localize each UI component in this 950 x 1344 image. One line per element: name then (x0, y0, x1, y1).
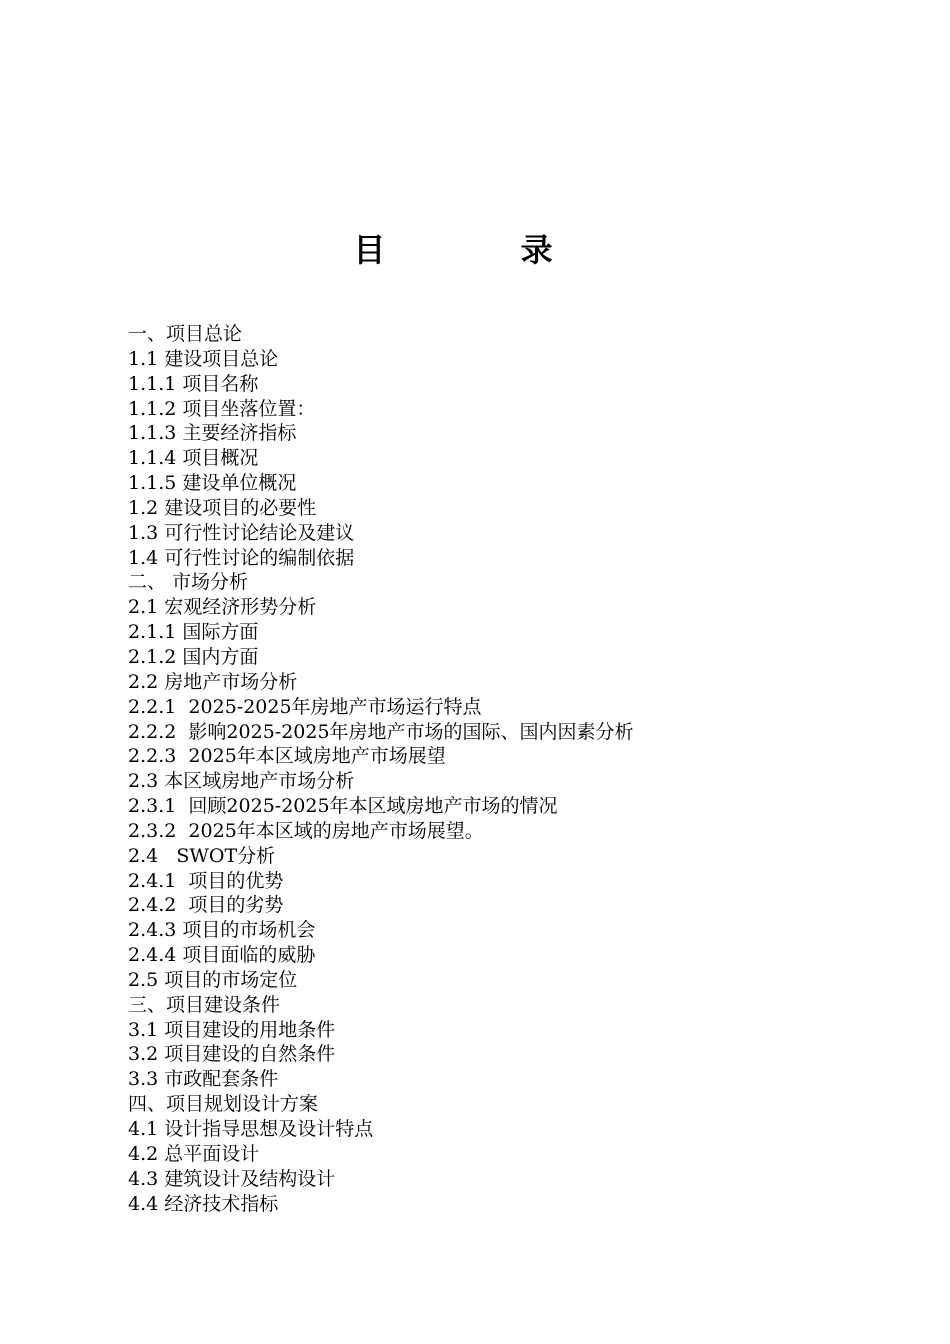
toc-item: 2.2.2 影响2025-2025年房地产市场的国际、国内因素分析 (128, 720, 634, 743)
toc-item: 2.4.1 项目的优势 (128, 869, 284, 892)
toc-item: 2.5 项目的市场定位 (128, 968, 298, 991)
toc-item: 2.2.3 2025年本区域房地产市场展望 (128, 745, 446, 768)
toc-item: 2.4.4 项目面临的威胁 (128, 944, 316, 967)
toc-item: 2.1 宏观经济形势分析 (128, 596, 317, 619)
toc-item: 1.4 可行性讨论的编制依据 (128, 546, 355, 569)
toc-item: 2.3 本区域房地产市场分析 (128, 770, 355, 793)
toc-item: 二、 市场分析 (128, 571, 249, 594)
toc-item: 4.2 总平面设计 (128, 1142, 260, 1165)
toc-item: 2.2.1 2025-2025年房地产市场运行特点 (128, 695, 482, 718)
toc-item: 1.1.1 项目名称 (128, 372, 259, 395)
toc-title: 目 录 (353, 231, 615, 269)
toc-item: 1.1.3 主要经济指标 (128, 422, 297, 445)
toc-item: 3.2 项目建设的自然条件 (128, 1043, 336, 1066)
toc-item: 2.1.2 国内方面 (128, 645, 259, 668)
toc-item: 2.4.3 项目的市场机会 (128, 919, 316, 942)
toc-list (128, 322, 908, 1216)
toc-item: 2.4.2 项目的劣势 (128, 894, 284, 917)
toc-item: 1.3 可行性讨论结论及建议 (128, 521, 355, 544)
toc-item: 2.3.1 回顾2025-2025年本区域房地产市场的情况 (128, 795, 558, 818)
toc-item: 4.1 设计指导思想及设计特点 (128, 1118, 374, 1140)
toc-item: 1.1.4 项目概况 (128, 447, 259, 470)
toc-item: 三、项目建设条件 (128, 993, 281, 1016)
toc-item: 4.3 建筑设计及结构设计 (128, 1167, 336, 1190)
toc-item: 2.2 房地产市场分析 (128, 670, 298, 693)
toc-item: 1.1 建设项目总论 (128, 347, 279, 370)
toc-item: 2.3.2 2025年本区域的房地产市场展望。 (128, 819, 484, 842)
toc-item: 2.4 SWOT分析 (128, 844, 276, 867)
toc-item: 2.1.1 国际方面 (128, 621, 259, 644)
toc-item: 1.1.5 建设单位概况 (128, 472, 297, 495)
toc-item: 3.1 项目建设的用地条件 (128, 1018, 336, 1041)
toc-item: 1.2 建设项目的必要性 (128, 496, 317, 519)
toc-item: 3.3 市政配套条件 (128, 1068, 279, 1091)
toc-item: 四、项目规划设计方案 (128, 1093, 319, 1116)
toc-item: 一、项目总论 (128, 323, 243, 345)
toc-item: 4.4 经济技术指标 (128, 1192, 279, 1215)
toc-item: 1.1.2 项目坐落位置： (128, 397, 316, 420)
